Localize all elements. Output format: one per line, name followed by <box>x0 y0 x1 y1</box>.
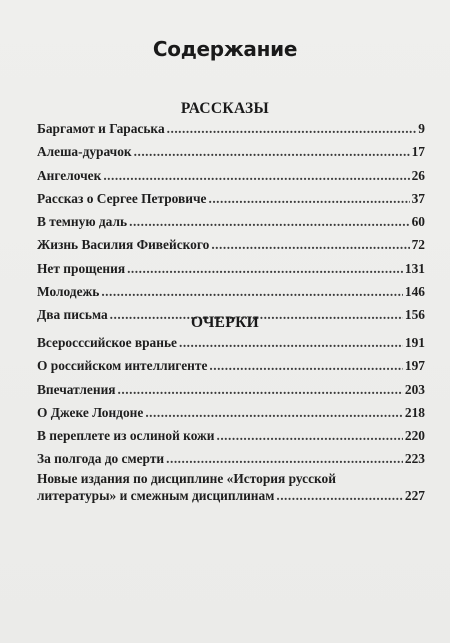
page-title: Содержание <box>152 37 298 61</box>
toc-entry-page: 26 <box>411 167 425 183</box>
toc-entry-page: 203 <box>404 381 425 397</box>
toc-entry <box>37 424 425 447</box>
toc-entry-page: 191 <box>404 335 425 350</box>
leader-dots <box>134 140 410 163</box>
toc-entry-title: Два письма <box>37 307 108 323</box>
leader-dots <box>103 164 409 187</box>
toc-entry-page: 223 <box>404 451 425 467</box>
toc-entry-title-line2: литературы» и смежным дисциплинам <box>37 487 275 503</box>
toc-entry-page: 218 <box>404 404 425 420</box>
leader-dots <box>118 378 403 401</box>
toc-entry-page: 131 <box>404 260 425 276</box>
toc-entry <box>37 447 425 470</box>
toc-entry-page: 197 <box>404 358 425 374</box>
toc-list-essays <box>37 331 425 507</box>
toc-entry-page: 9 <box>418 121 425 136</box>
toc-entry-title: Алеша-дурачок <box>37 144 132 160</box>
toc-entry-multiline <box>37 471 425 507</box>
toc-entry <box>37 401 425 424</box>
toc-entry-title: В темную даль <box>37 214 128 230</box>
leader-dots <box>179 331 403 354</box>
toc-entry-page: 146 <box>404 284 425 300</box>
section-heading-stories: РАССКАЗЫ <box>180 100 270 117</box>
toc-entry-page: 156 <box>404 307 425 323</box>
leader-dots <box>101 280 403 303</box>
leader-dots <box>166 447 403 470</box>
toc-entry <box>37 257 425 280</box>
toc-entry <box>37 164 425 187</box>
toc-entry-title: Ангелочек <box>37 167 102 183</box>
toc-entry <box>37 233 425 256</box>
toc-entry <box>37 117 425 140</box>
toc-entry <box>37 354 425 377</box>
toc-entry <box>37 140 425 163</box>
toc-list-stories <box>37 117 425 327</box>
toc-entry-title: Всеросссийское вранье <box>37 335 177 350</box>
toc-entry-page: 227 <box>404 487 425 503</box>
toc-entry-title-line1: Новые издания по дисциплине «История русской <box>37 470 336 486</box>
toc-entry-title: Нет прощения <box>37 260 126 276</box>
section-heading-essays: ОЧЕРКИ <box>191 314 259 331</box>
toc-entry <box>37 378 425 401</box>
toc-entry-title: Баргамот и Гараська <box>37 121 165 136</box>
toc-entry-page: 220 <box>404 428 425 444</box>
leader-dots <box>208 187 409 210</box>
leader-dots <box>145 401 403 424</box>
leader-dots <box>276 487 403 505</box>
leader-dots <box>211 233 409 256</box>
leader-dots <box>127 257 403 280</box>
toc-entry-page: 72 <box>411 237 425 253</box>
toc-entry-title: В переплете из ослиной кожи <box>37 428 215 444</box>
toc-entry-title: За полгода до смерти <box>37 451 165 467</box>
toc-entry-page: 37 <box>411 190 425 206</box>
toc-entry-title: О российском интеллигенте <box>37 358 208 374</box>
toc-entry <box>37 187 425 210</box>
toc-entry <box>37 280 425 303</box>
leader-dots <box>167 117 417 140</box>
toc-entry-title: Жизнь Василия Фивейского <box>37 237 210 253</box>
toc-entry-page: 60 <box>411 214 425 230</box>
toc-entry <box>37 210 425 233</box>
toc-entry-title: Молодежь <box>37 284 100 300</box>
leader-dots <box>209 354 403 377</box>
leader-dots <box>129 210 410 233</box>
toc-entry-title: Впечатления <box>37 381 116 397</box>
toc-entry-title: Рассказ о Сергее Петровиче <box>37 190 207 206</box>
toc-entry-title: О Джеке Лондоне <box>37 404 144 420</box>
leader-dots <box>216 424 402 447</box>
toc-entry-page: 17 <box>411 144 425 160</box>
toc-entry <box>37 331 425 354</box>
